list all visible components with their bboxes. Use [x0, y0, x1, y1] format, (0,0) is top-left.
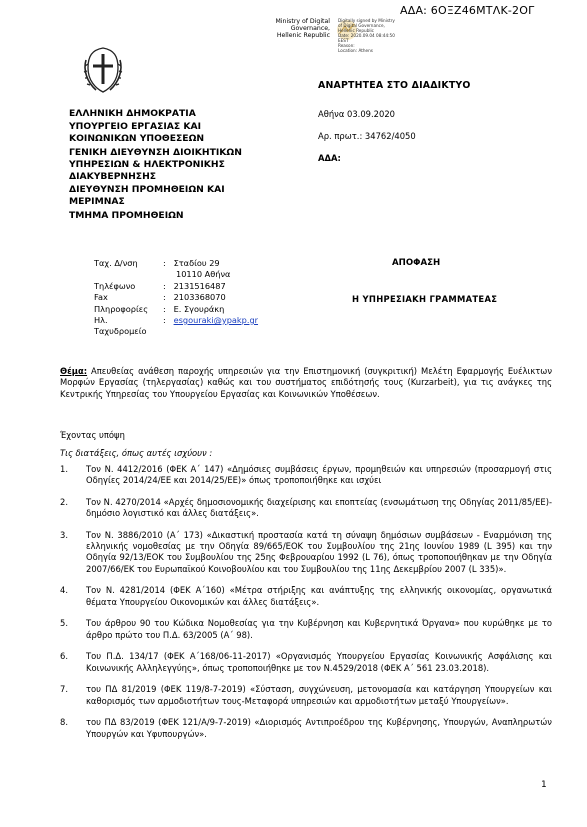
- item-number: 6.: [60, 651, 68, 662]
- signatory-title: Η ΥΠΗΡΕΣΙΑΚΗ ΓΡΑΜΜΑΤΕΑΣ: [352, 294, 498, 304]
- list-item: [60, 464, 552, 486]
- signature-meta-line: Hellenic Republic: [338, 28, 374, 33]
- protocol-number: Αρ. πρωτ.: 34762/4050: [318, 131, 416, 141]
- contact-label: Πληροφορίες: [94, 303, 149, 314]
- email-separator: :: [163, 315, 174, 326]
- item-number: 8.: [60, 717, 68, 728]
- authority-line: ΤΜΗΜΑ ΠΡΟΜΗΘΕΙΩΝ: [69, 209, 184, 221]
- item-number: 5.: [60, 618, 68, 629]
- contact-value: 10110 Αθήνα: [163, 269, 231, 280]
- considering-heading: Έχοντας υπόψη: [60, 430, 125, 440]
- authority-line: ΔΙΕΥΘΥΝΣΗ ΠΡΟΜΗΘΕΙΩΝ ΚΑΙ: [69, 184, 225, 196]
- contact-row: [94, 304, 258, 315]
- document-date: Αθήνα 03.09.2020: [318, 109, 395, 119]
- contact-label: Fax: [94, 292, 108, 303]
- ada-label: ΑΔΑ:: [318, 153, 341, 163]
- document-reference-block: [318, 108, 416, 174]
- contact-row: [94, 281, 258, 292]
- contact-label: Ηλ.: [94, 315, 108, 326]
- hellenic-republic-emblem-icon: [82, 46, 124, 94]
- contact-label: Ταχυδρομείο: [94, 326, 147, 337]
- page-number: 1: [541, 780, 547, 790]
- contact-row: [94, 258, 258, 269]
- signature-details: [338, 18, 418, 53]
- item-text: του ΠΔ 83/2019 (ΦΕΚ 121/Α/9-7-2019) «Διορισμός Αντιπροέδρου της Κυβέρνησης, Υπουργών, Αναπληρωτών Υπουργών και Υφυπουργών».: [86, 717, 552, 739]
- authority-line: ΚΟΙΝΩΝΙΚΩΝ ΥΠΟΘΕΣΕΩΝ: [69, 133, 205, 145]
- contact-row: [94, 315, 258, 326]
- signature-org-line: Governance,: [290, 25, 330, 33]
- subject-label: Θέμα:: [60, 366, 88, 376]
- contact-details: [94, 258, 258, 338]
- list-item: [60, 684, 552, 706]
- signature-meta-line: of Digital Governance,: [338, 23, 385, 28]
- list-item: [60, 717, 552, 739]
- contact-label: Τηλέφωνο: [94, 280, 136, 291]
- issuing-authority-block: [69, 108, 284, 222]
- item-text: Τον Ν. 3886/2010 (Α΄ 173) «Δικαστική προστασία κατά τη σύναψη δημόσιων συμβάσεων - Εναρμόνιση της ελληνικής νομοθεσίας με την Οδηγία 89/665/ΕΟΚ του Συμβουλίου της 21ης Ιουνίου 1989 (L 395) και την Οδηγία 92/13/ΕΟΚ του Συμβουλίου της 25ης Φεβρουαρίου 1992 (L 76), όπως τροποποιήθηκαν με την Οδηγία 2007/66/ΕΚ του Ευρωπαϊκού Κοινοβουλίου και του Συμβουλίου της 11ης Δεκεμβρίου 2007 (L 335)».: [86, 530, 552, 574]
- authority-line: ΥΠΟΥΡΓΕΙΟ ΕΡΓΑΣΙΑΣ ΚΑΙ: [69, 121, 201, 133]
- list-item: [60, 585, 552, 607]
- item-number: 4.: [60, 585, 68, 596]
- contact-value: [163, 315, 258, 326]
- authority-line: ΜΕΡΙΜΝΑΣ: [69, 196, 125, 208]
- legal-provisions-list: [60, 464, 552, 750]
- contact-row: [94, 269, 258, 280]
- signature-org-line: Hellenic Republic: [276, 32, 330, 40]
- list-item: [60, 618, 552, 640]
- contact-row: [94, 292, 258, 303]
- publish-online-notice: ΑΝΑΡΤΗΤΕΑ ΣΤΟ ΔΙΑΔΙΚΤΥΟ: [318, 80, 471, 91]
- list-item: [60, 497, 552, 519]
- signature-meta-line: EEST: [338, 38, 349, 43]
- item-number: 1.: [60, 464, 68, 474]
- signature-meta-line: Location: Athens: [338, 48, 373, 53]
- item-text: Του Π.Δ. 134/17 (ΦΕΚ Α΄168/06-11-2017) «Οργανισμός Υπουργείου Εργασίας Κοινωνικής Ασφάλισης και Κοινωνικής Αλληλεγγύης», όπως τροποποιήθηκε με τον Ν.4529/2018 (ΦΕΚ Α΄ 561 23.03.2018).: [86, 651, 552, 673]
- list-item: [60, 651, 552, 673]
- signature-organisation: [250, 18, 330, 40]
- list-item: [60, 530, 552, 575]
- contact-value: : 2131516487: [163, 280, 226, 291]
- subject-text: Απευθείας ανάθεση παροχής υπηρεσιών για την Επιστημονική (συγκριτική) Μελέτη Εφαρμογής Ευέλικτων Μορφών Εργασίας (τηλεργασίας) καθώς και του συστήματος επιδότησής τους (Kurzarbeit), για τις ανάγκες της Κεντρικής Υπηρεσίας του Υπουργείου Εργασίας και Κοινωνικών Υποθέσεων.: [60, 366, 552, 399]
- decision-heading: ΑΠΟΦΑΣΗ: [392, 258, 441, 268]
- signature-org-line: Ministry of Digital: [275, 18, 330, 25]
- item-text: Τον Ν. 4412/2016 (ΦΕΚ Α΄ 147) «Δημόσιες συμβάσεις έργων, προμηθειών και υπηρεσιών (προσαρμογή στις Οδηγίες 2014/24/ΕΕ και 2014/25/ΕΕ)» όπως τροποποιήθηκε και ισχύει: [86, 464, 552, 486]
- item-text: Τον Ν. 4270/2014 «Αρχές δημοσιονομικής διαχείρισης και εποπτείας (ενσωμάτωση της Οδηγίας 2011/85/ΕΕ)- δημόσιο λογιστικό και άλλες διατάξεις».: [86, 497, 552, 519]
- item-text: Του άρθρου 90 του Κώδικα Νομοθεσίας για την Κυβέρνηση και Κυβερνητικά Όργανα» που κυρώθηκε με το άρθρο πρώτο του Π.Δ. 63/2005 (Α΄ 98).: [86, 618, 552, 640]
- item-text: Τον Ν. 4281/2014 (ΦΕΚ Α΄160) «Μέτρα στήριξης και ανάπτυξης της ελληνικής οικονομίας, οργανωτικά θέματα Υπουργείου Οικονομικών και άλλες διατάξεις».: [86, 585, 552, 607]
- item-text: του ΠΔ 81/2019 (ΦΕΚ 119/8-7-2019) «Σύσταση, συγχώνευση, μετονομασία και κατάργηση Υπουργείων και καθορισμός των αρμοδιοτήτων τους-Μεταφορά υπηρεσιών και αρμοδιοτήτων μεταξύ Υπουργείων».: [86, 684, 552, 706]
- contact-label: [94, 269, 163, 280]
- contact-value: : Σταδίου 29: [163, 258, 220, 268]
- contact-value: : Ε. Σγουράκη: [163, 303, 225, 314]
- authority-line: ΔΙΑΚΥΒΕΡΝΗΣΗΣ: [69, 171, 157, 183]
- contact-row: [94, 326, 258, 337]
- provisions-heading: Τις διατάξεις, όπως αυτές ισχύουν :: [60, 448, 213, 458]
- authority-line: ΓΕΝΙΚΗ ΔΙΕΥΘΥΝΣΗ ΔΙΟΙΚΗΤΙΚΩΝ: [69, 146, 242, 158]
- signature-meta-line: Reason:: [338, 43, 355, 48]
- signature-meta-line: Date: 2020.09.04 08:44:50: [338, 33, 395, 38]
- authority-line: ΕΛΛΗΝΙΚΗ ΔΗΜΟΚΡΑΤΙΑ: [69, 108, 196, 119]
- signature-meta-line: Digitally signed by Ministry: [338, 18, 395, 23]
- item-number: 2.: [60, 497, 68, 507]
- item-number: 3.: [60, 530, 68, 540]
- contact-label: Ταχ. Δ/νση: [94, 258, 138, 268]
- contact-value: : 2103368070: [163, 292, 226, 303]
- subject-paragraph: [60, 366, 552, 400]
- email-link[interactable]: esgouraki@ypakp.gr: [173, 315, 259, 326]
- authority-line: ΥΠΗΡΕΣΙΩΝ & ΗΛΕΚΤΡΟΝΙΚΗΣ: [69, 158, 225, 170]
- document-ada-code: ΑΔΑ: 6ΟΞΖ46ΜΤΛΚ-2ΟΓ: [400, 4, 535, 17]
- item-number: 7.: [60, 684, 68, 695]
